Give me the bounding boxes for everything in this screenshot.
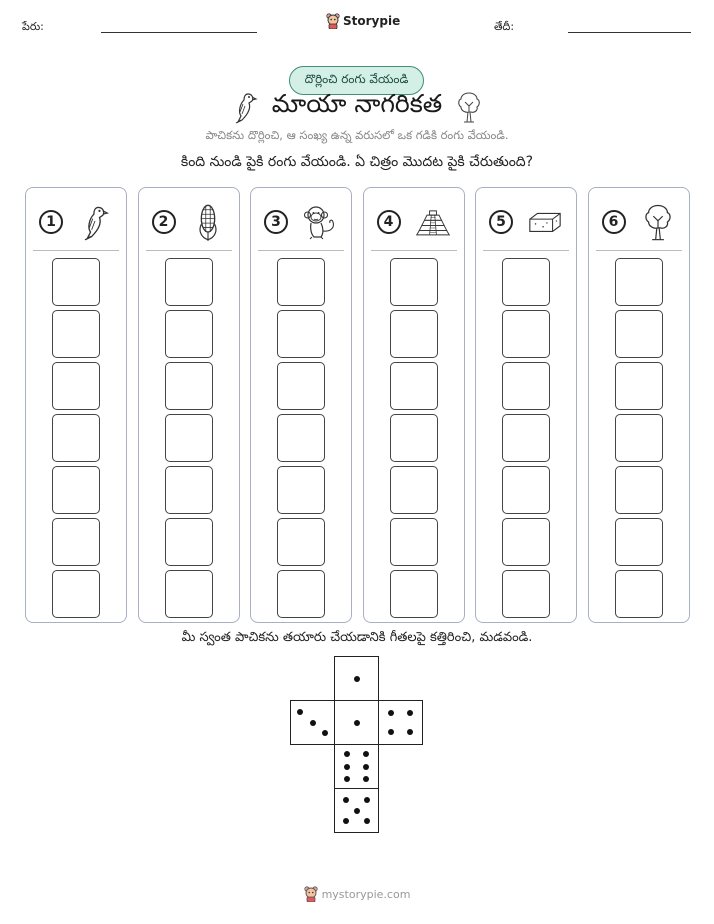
color-cell[interactable] xyxy=(277,414,325,462)
color-cell[interactable] xyxy=(615,518,663,566)
color-cell[interactable] xyxy=(277,362,325,410)
column-number: 6 xyxy=(602,210,626,234)
color-cell[interactable] xyxy=(277,570,325,618)
die-pip xyxy=(344,764,350,770)
die-face xyxy=(334,788,379,833)
die-pip xyxy=(310,720,316,726)
storypie-bear-icon xyxy=(326,13,340,29)
color-cell[interactable] xyxy=(277,310,325,358)
die-face xyxy=(334,700,379,745)
date-line xyxy=(568,32,691,33)
column-number: 5 xyxy=(489,210,513,234)
stone-block-icon xyxy=(527,209,563,235)
die-net xyxy=(290,656,424,834)
color-cell[interactable] xyxy=(502,570,550,618)
page-title: మాయా నాగరికత xyxy=(271,89,443,118)
tree-icon xyxy=(642,202,674,242)
color-cell[interactable] xyxy=(277,258,325,306)
column-header xyxy=(139,200,239,244)
color-cell[interactable] xyxy=(165,310,213,358)
activity-badge: దొర్లించి రంగు వేయండి xyxy=(289,66,424,95)
column-3 xyxy=(250,187,352,623)
column-2 xyxy=(138,187,240,623)
color-cell[interactable] xyxy=(52,310,100,358)
column-5 xyxy=(475,187,577,623)
column-number: 3 xyxy=(264,210,288,234)
column-number: 4 xyxy=(377,210,401,234)
color-cell[interactable] xyxy=(390,466,438,514)
die-face xyxy=(378,700,423,745)
worksheet-header xyxy=(0,0,714,50)
die-pip xyxy=(354,720,360,726)
die-pip xyxy=(344,751,350,757)
color-cell[interactable] xyxy=(615,362,663,410)
color-cell[interactable] xyxy=(165,362,213,410)
color-cell[interactable] xyxy=(52,414,100,462)
color-cell[interactable] xyxy=(502,362,550,410)
parrot-icon xyxy=(80,203,110,241)
color-cell[interactable] xyxy=(277,466,325,514)
color-cell[interactable] xyxy=(390,258,438,306)
color-cell[interactable] xyxy=(277,518,325,566)
color-cell[interactable] xyxy=(165,570,213,618)
footer xyxy=(0,886,714,902)
die-pip xyxy=(363,751,369,757)
monkey-icon xyxy=(302,204,338,240)
color-cell[interactable] xyxy=(52,362,100,410)
name-label: పేరు: xyxy=(22,20,44,33)
name-line xyxy=(101,32,257,33)
corn-icon xyxy=(195,202,221,242)
column-header xyxy=(364,200,464,244)
parrot-icon xyxy=(232,90,258,124)
die-pip xyxy=(344,776,350,782)
column-number: 2 xyxy=(152,210,176,234)
color-cell[interactable] xyxy=(52,570,100,618)
cutout-instruction: మీ స్వంత పాచికను తయారు చేయడానికి గీతలపై కత్తిరించి, మడవండి. xyxy=(181,630,533,645)
color-cell[interactable] xyxy=(502,518,550,566)
column-header xyxy=(589,200,689,244)
column-4 xyxy=(363,187,465,623)
color-cell[interactable] xyxy=(390,362,438,410)
die-pip xyxy=(388,710,394,716)
tree-icon xyxy=(456,90,482,124)
die-pip xyxy=(364,797,370,803)
die-pip xyxy=(363,776,369,782)
die-face xyxy=(290,700,335,745)
die-face xyxy=(334,656,379,701)
die-pip xyxy=(354,676,360,682)
color-cell[interactable] xyxy=(52,466,100,514)
column-header xyxy=(251,200,351,244)
color-cell[interactable] xyxy=(615,310,663,358)
die-face xyxy=(334,744,379,789)
die-pip xyxy=(407,729,413,735)
brand-logo xyxy=(326,13,400,29)
title-row xyxy=(0,88,714,126)
color-cell[interactable] xyxy=(615,414,663,462)
color-cell[interactable] xyxy=(615,466,663,514)
color-cell[interactable] xyxy=(52,518,100,566)
die-pip xyxy=(364,818,370,824)
column-6 xyxy=(588,187,690,623)
die-pip xyxy=(343,797,349,803)
color-cell[interactable] xyxy=(502,414,550,462)
die-pip xyxy=(363,764,369,770)
instruction-text: పాచికను దొర్లించి, ఆ సంఖ్య ఉన్న వరుసలో ఒక గడికి రంగు వేయండి. xyxy=(205,128,509,142)
die-pip xyxy=(343,818,349,824)
color-cell[interactable] xyxy=(502,310,550,358)
column-header xyxy=(26,200,126,244)
color-cell[interactable] xyxy=(390,414,438,462)
color-cell[interactable] xyxy=(502,466,550,514)
color-cell[interactable] xyxy=(390,570,438,618)
die-pip xyxy=(388,729,394,735)
die-pip xyxy=(354,808,360,814)
color-cell[interactable] xyxy=(165,414,213,462)
color-cell[interactable] xyxy=(615,570,663,618)
column-1 xyxy=(25,187,127,623)
footer-url: mystorypie.com xyxy=(321,887,411,901)
brand-name: Storypie xyxy=(343,14,401,28)
pyramid-icon xyxy=(415,205,451,239)
color-cell[interactable] xyxy=(165,258,213,306)
color-cell[interactable] xyxy=(165,518,213,566)
die-pip xyxy=(407,710,413,716)
storypie-bear-icon xyxy=(304,886,318,902)
color-cell[interactable] xyxy=(615,258,663,306)
column-header xyxy=(476,200,576,244)
column-number: 1 xyxy=(39,210,63,234)
color-cell[interactable] xyxy=(390,518,438,566)
question-text: కింది నుండి పైకి రంగు వేయండి. ఏ చిత్రం మొదట పైకి చేరుతుంది? xyxy=(180,154,534,170)
die-pip xyxy=(297,709,303,715)
date-label: తేదీ: xyxy=(494,20,515,33)
color-cell[interactable] xyxy=(390,310,438,358)
color-cell[interactable] xyxy=(165,466,213,514)
die-pip xyxy=(322,730,328,736)
color-cell[interactable] xyxy=(52,258,100,306)
color-cell[interactable] xyxy=(502,258,550,306)
